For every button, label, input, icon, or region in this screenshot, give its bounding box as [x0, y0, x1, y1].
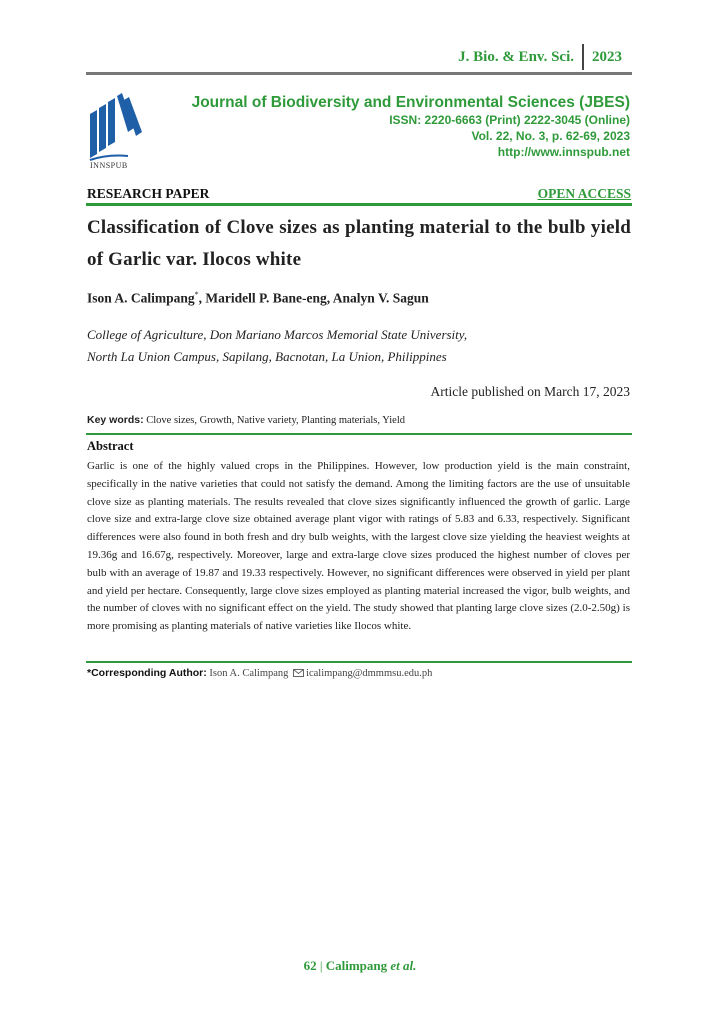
header-year: 2023 — [592, 48, 622, 65]
keywords-list: Clove sizes, Growth, Native variety, Planting materials, Yield — [143, 415, 405, 426]
page-number: 62 — [303, 958, 317, 973]
keywords-label: Key words: — [87, 414, 144, 426]
section-rule — [86, 203, 632, 206]
author-list — [87, 290, 429, 307]
journal-abbreviation: J. Bio. & Env. Sci. — [458, 48, 574, 65]
abstract-rule — [86, 661, 632, 663]
corresponding-author-label: *Corresponding Author: — [87, 667, 207, 679]
header-rule — [86, 72, 632, 75]
keywords-rule — [86, 433, 632, 435]
article-title: Classification of Clove sizes as planting material to the bulb yield of Garlic var. Ilocos white — [87, 217, 631, 270]
journal-volume: Vol. 22, No. 3, p. 62-69, 2023 — [471, 129, 630, 143]
affiliation-line: North La Union Campus, Sapilang, Bacnotan, La Union, Philippines — [87, 349, 447, 364]
author-affiliation — [87, 324, 467, 368]
journal-url-link[interactable]: http://www.innspub.net — [497, 145, 630, 159]
publication-date: Article published on March 17, 2023 — [430, 384, 630, 399]
abstract-heading: Abstract — [87, 439, 134, 453]
header-divider — [582, 44, 584, 70]
lead-author: Ison A. Calimpang — [87, 290, 195, 306]
journal-name: Journal of Biodiversity and Environmental Sciences (JBES) — [191, 94, 630, 111]
footer-author: Calimpang — [325, 958, 391, 973]
footer-etal: et al. — [390, 958, 417, 973]
co-authors: , Maridell P. Bane-eng, Analyn V. Sagun — [198, 290, 429, 306]
corresponding-email-link[interactable]: icalimpang@dmmmsu.edu.ph — [306, 668, 433, 679]
paper-type-label: RESEARCH PAPER — [87, 186, 210, 201]
publisher-logo-text: INNSPUB — [90, 161, 128, 170]
envelope-icon — [293, 669, 304, 677]
journal-info-block — [192, 93, 630, 160]
footer-separator: | — [316, 958, 326, 973]
corresponding-author-name: Ison A. Calimpang — [206, 668, 292, 679]
corresponding-author-line — [87, 667, 432, 679]
journal-issn: ISSN: 2220-6663 (Print) 2222-3045 (Online) — [389, 113, 630, 127]
corresponding-mark: * — [194, 290, 199, 299]
affiliation-line: College of Agriculture, Don Mariano Marcos Memorial State University, — [87, 327, 468, 342]
running-header — [458, 44, 622, 70]
page-footer — [0, 958, 720, 974]
keywords-line — [87, 414, 405, 426]
abstract-text: Garlic is one of the highly valued crops in the Philippines. However, low production yield is the main constraint, specifically in the native varieties that could not satisfy the demand. Among the limiting factors are the use of unsuitable clove size as planting materials. The results revealed that clove sizes significantly influenced the growth of garlic. Large clove size and extra-large clove size obtained average plant vigor with ratings of 5.83 and 6.33, respectively. Significant differences were also found in both fresh and dry bulb weights, with the largest clove size yielding the heaviest weights at 19.36g and 16.67g, respectively. Moreover, large and extra-large clove sizes produced the highest number of cloves per bulb with an average of 19.87 and 19.33 respectively. However, no significant differences were observed in yield per plant and yield per hectare. Consequently, large clove sizes employed as planting material increased the vigor, bulb weights, and the number of cloves with no significant effect on the yield. The study showed that planting large clove sizes (2.0-2.50g) is more promising as planting materials of native varieties like Ilocos white. — [87, 460, 630, 633]
open-access-link[interactable]: OPEN ACCESS — [537, 186, 631, 201]
